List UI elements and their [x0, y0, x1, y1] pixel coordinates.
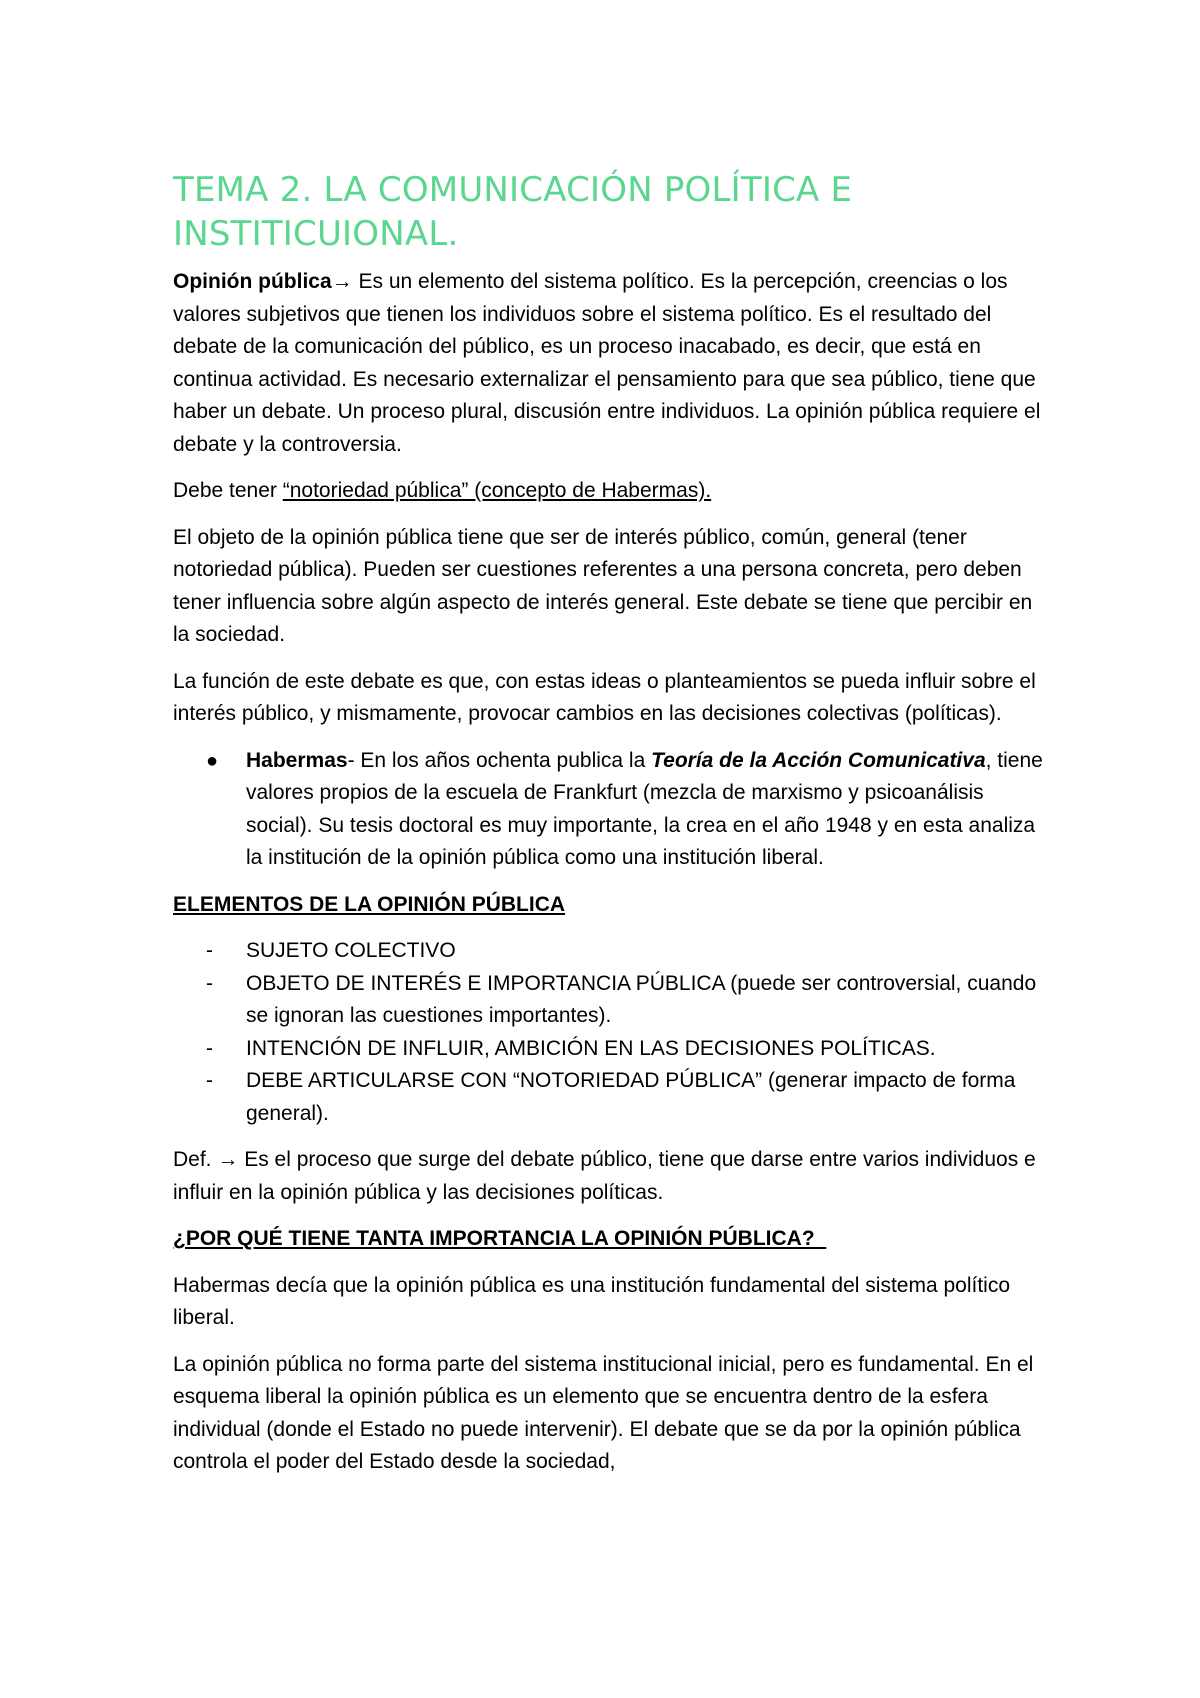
paragraph-objeto: El objeto de la opinión pública tiene que ser de interés público, común, general (tener notoriedad pública). Pueden ser cuestiones referentes a una persona concreta, pero deben tener influencia sobre algún aspecto de interés general. Este debate se tiene que percibir en la sociedad.: [173, 525, 1033, 646]
document-body: [173, 168, 1043, 1493]
paragraph-notoriedad: [173, 475, 1043, 508]
notoriedad-underlined: “notoriedad pública” (concepto de Habermas).: [282, 479, 712, 502]
paragraph-sistema-institucional: La opinión pública no forma parte del sistema institucional inicial, pero es fundamental. En el esquema liberal la opinión pública es un elemento que se encuentra dentro de la esfera individual (donde el Estado no puede intervenir). El debate que se da por la opinión pública controla el poder del Estado desde la sociedad,: [173, 1352, 1034, 1473]
paragraph-text: Es el proceso que surge del debate público, tiene que darse entre varios individuos e influir en la opinión pública y las decisiones políticas.: [173, 1148, 1036, 1204]
elements-list: [173, 935, 1043, 1130]
term-opinion-publica: Opinión pública: [173, 270, 332, 293]
bullet-list: [173, 745, 1043, 875]
paragraph-definition: [173, 1144, 1043, 1209]
definition-label: Def.: [173, 1148, 218, 1171]
paragraph-habermas-institucion: Habermas decía que la opinión pública es una institución fundamental del sistema político liberal.: [173, 1273, 1011, 1329]
list-item: [206, 935, 1043, 968]
arrow-icon: →: [217, 1148, 239, 1171]
arrow-icon: →: [331, 270, 353, 293]
paragraph-funcion: La función de este debate es que, con estas ideas o planteamientos se pueda influir sobre el interés público, y mismamente, provocar cambios en las decisiones colectivas (políticas).: [173, 669, 1036, 725]
list-item-text: - En los años ochenta publica la: [347, 748, 652, 772]
list-item-text: SUJETO COLECTIVO: [246, 939, 456, 962]
page-title: TEMA 2. LA COMUNICACIÓN POLÍTICA E INSTITICUIONAL.: [173, 170, 853, 254]
list-item: [206, 1033, 1043, 1066]
section-heading-elementos: ELEMENTOS DE LA OPINIÓN PÚBLICA: [173, 892, 566, 916]
term-habermas: Habermas: [246, 748, 348, 772]
list-item-text: OBJETO DE INTERÉS E IMPORTANCIA PÚBLICA (puede ser controversial, cuando se ignoran las cuestiones importantes).: [246, 971, 1037, 1027]
paragraph-text: Debe tener: [173, 479, 283, 502]
list-item-habermas: [206, 745, 1043, 875]
dash-icon: -: [206, 1069, 213, 1092]
paragraph-opinion-publica: [173, 266, 1043, 461]
dash-icon: -: [206, 939, 213, 962]
section-heading-importancia: ¿POR QUÉ TIENE TANTA IMPORTANCIA LA OPINIÓN PÚBLICA?: [173, 1227, 827, 1250]
list-item-text: , tiene valores propios de la escuela de Frankfurt (mezcla de marxismo y psicoanálisis social). Su tesis doctoral es muy importante, la crea en el año 1948 y en esta analiza la institución de la opinión pública como una institución liberal.: [246, 748, 1043, 869]
dash-icon: -: [206, 1036, 213, 1060]
work-title: Teoría de la Acción Comunicativa: [651, 748, 986, 772]
bullet-icon: ●: [206, 749, 219, 772]
list-item-text: INTENCIÓN DE INFLUIR, AMBICIÓN EN LAS DECISIONES POLÍTICAS.: [246, 1036, 936, 1060]
list-item: [206, 1065, 1043, 1130]
paragraph-text: Es un elemento del sistema político. Es la percepción, creencias o los valores subjetivos que tienen los individuos sobre el sistema político. Es el resultado del debate de la comunicación del público, es un proceso inacabado, es decir, que está en continua actividad. Es necesario externalizar el pensamiento para que sea público, tiene que haber un debate. Un proceso plural, discusión entre individuos. La opinión pública requiere el debate y la controversia.: [173, 270, 1041, 456]
list-item: [206, 968, 1043, 1033]
list-item-text: DEBE ARTICULARSE CON “NOTORIEDAD PÚBLICA” (generar impacto de forma general).: [246, 1069, 1016, 1125]
dash-icon: -: [206, 971, 213, 995]
